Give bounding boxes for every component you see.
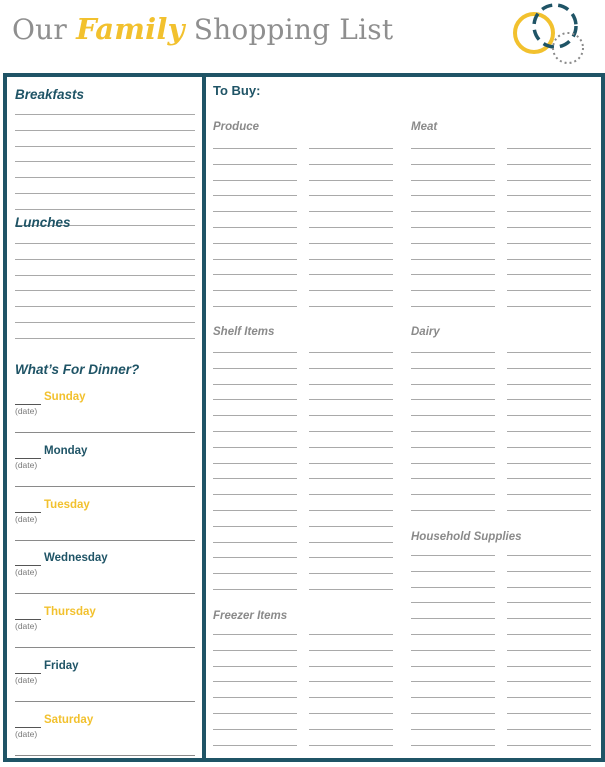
item-writing-line[interactable]	[507, 697, 591, 698]
item-writing-line[interactable]	[507, 510, 591, 511]
dinner-writing-line[interactable]	[15, 486, 195, 487]
shelf-items-heading: Shelf Items	[213, 326, 275, 338]
day-entry	[15, 498, 197, 552]
item-writing-line[interactable]	[507, 681, 591, 682]
item-writing-line[interactable]	[213, 431, 297, 432]
item-writing-line[interactable]	[213, 447, 297, 448]
item-writing-line[interactable]	[309, 526, 393, 527]
item-writing-line[interactable]	[213, 211, 297, 212]
item-writing-line[interactable]	[213, 227, 297, 228]
item-writing-line[interactable]	[507, 211, 591, 212]
item-writing-line[interactable]	[213, 681, 297, 682]
item-writing-line[interactable]	[309, 666, 393, 667]
day-name: Sunday	[44, 391, 86, 403]
item-writing-line[interactable]	[411, 478, 495, 479]
item-writing-line[interactable]	[507, 415, 591, 416]
item-writing-line[interactable]	[411, 729, 495, 730]
lunch-writing-line[interactable]	[15, 306, 195, 307]
item-writing-line[interactable]	[507, 306, 591, 307]
item-writing-line[interactable]	[213, 463, 297, 464]
item-writing-line[interactable]	[507, 618, 591, 619]
item-writing-line[interactable]	[411, 415, 495, 416]
item-writing-line[interactable]	[411, 259, 495, 260]
item-writing-line[interactable]	[411, 211, 495, 212]
overlapping-circles-logo-icon	[510, 2, 590, 68]
item-writing-line[interactable]	[507, 713, 591, 714]
item-writing-line[interactable]	[309, 306, 393, 307]
item-writing-line[interactable]	[213, 729, 297, 730]
item-writing-line[interactable]	[213, 180, 297, 181]
item-writing-line[interactable]	[213, 384, 297, 385]
item-writing-line[interactable]	[213, 352, 297, 353]
day-date-label: (date)	[15, 675, 38, 685]
item-writing-line[interactable]	[309, 557, 393, 558]
item-writing-line[interactable]	[213, 542, 297, 543]
item-writing-line[interactable]	[213, 745, 297, 746]
item-writing-line[interactable]	[309, 573, 393, 574]
item-writing-line[interactable]	[213, 589, 297, 590]
page-title	[12, 12, 393, 46]
item-writing-line[interactable]	[411, 164, 495, 165]
day-date-label: (date)	[15, 459, 38, 470]
item-writing-line[interactable]	[507, 384, 591, 385]
item-writing-line[interactable]	[309, 713, 393, 714]
day-blank-line[interactable]	[15, 404, 41, 405]
dinner-writing-line[interactable]	[15, 432, 195, 433]
item-writing-line[interactable]	[411, 666, 495, 667]
item-writing-line[interactable]	[411, 195, 495, 196]
to-buy-column	[206, 77, 601, 758]
item-writing-line[interactable]	[309, 745, 393, 746]
item-writing-line[interactable]	[213, 290, 297, 291]
item-writing-line[interactable]	[309, 447, 393, 448]
dinner-writing-line[interactable]	[15, 593, 195, 594]
meal-plan-column	[7, 77, 206, 758]
item-writing-line[interactable]	[213, 634, 297, 635]
item-writing-line[interactable]	[213, 557, 297, 558]
item-writing-line[interactable]	[507, 463, 591, 464]
item-writing-line[interactable]	[213, 243, 297, 244]
lunch-writing-line[interactable]	[15, 243, 195, 244]
item-writing-line[interactable]	[309, 510, 393, 511]
item-writing-line[interactable]	[411, 352, 495, 353]
day-name: Tuesday	[44, 498, 90, 511]
day-name: Saturday	[44, 713, 94, 726]
item-writing-line[interactable]	[507, 571, 591, 572]
item-writing-line[interactable]	[213, 478, 297, 479]
item-writing-line[interactable]	[507, 650, 591, 651]
lunch-writing-line[interactable]	[15, 290, 195, 291]
item-writing-line[interactable]	[309, 352, 393, 353]
item-writing-line[interactable]	[309, 650, 393, 651]
freezer-items-heading: Freezer Items	[213, 610, 288, 622]
title-highlight: Family	[76, 12, 185, 46]
item-writing-line[interactable]	[507, 148, 591, 149]
item-writing-line[interactable]	[213, 526, 297, 527]
item-writing-line[interactable]	[213, 510, 297, 511]
item-writing-line[interactable]	[507, 634, 591, 635]
item-writing-line[interactable]	[411, 227, 495, 228]
item-writing-line[interactable]	[213, 713, 297, 714]
item-writing-line[interactable]	[507, 290, 591, 291]
item-writing-line[interactable]	[309, 463, 393, 464]
item-writing-line[interactable]	[507, 352, 591, 353]
item-writing-line[interactable]	[507, 555, 591, 556]
item-writing-line[interactable]	[411, 697, 495, 698]
item-writing-line[interactable]	[309, 494, 393, 495]
day-blank-line[interactable]	[15, 565, 41, 566]
item-writing-line[interactable]	[507, 447, 591, 448]
item-writing-line[interactable]	[411, 602, 495, 603]
item-writing-line[interactable]	[309, 227, 393, 228]
item-writing-line[interactable]	[507, 180, 591, 181]
day-date-label: (date)	[15, 621, 38, 632]
day-entry	[15, 444, 197, 498]
item-writing-line[interactable]	[411, 745, 495, 746]
dinner-heading: What’s For Dinner?	[15, 362, 140, 377]
breakfast-writing-line[interactable]	[15, 193, 195, 194]
item-writing-line[interactable]	[213, 666, 297, 667]
breakfasts-heading: Breakfasts	[15, 87, 85, 102]
item-writing-line[interactable]	[309, 384, 393, 385]
item-writing-line[interactable]	[411, 180, 495, 181]
item-writing-line[interactable]	[411, 618, 495, 619]
item-writing-line[interactable]	[309, 243, 393, 244]
item-writing-line[interactable]	[411, 650, 495, 651]
item-writing-line[interactable]	[309, 634, 393, 635]
item-writing-line[interactable]	[507, 164, 591, 165]
item-writing-line[interactable]	[309, 368, 393, 369]
item-writing-line[interactable]	[411, 274, 495, 275]
day-name: Wednesday	[44, 552, 108, 565]
day-date-label: (date)	[15, 567, 38, 578]
item-writing-line[interactable]	[213, 573, 297, 574]
item-writing-line[interactable]	[309, 195, 393, 196]
item-writing-line[interactable]	[309, 290, 393, 291]
dinner-writing-line[interactable]	[15, 701, 195, 702]
dinner-writing-line[interactable]	[15, 540, 195, 541]
breakfast-writing-line[interactable]	[15, 177, 195, 178]
shopping-list-frame	[3, 73, 605, 762]
item-writing-line[interactable]	[213, 306, 297, 307]
item-writing-line[interactable]	[507, 431, 591, 432]
item-writing-line[interactable]	[309, 259, 393, 260]
item-writing-line[interactable]	[411, 290, 495, 291]
meat-heading: Meat	[411, 121, 438, 133]
day-entry	[15, 605, 197, 659]
item-writing-line[interactable]	[507, 243, 591, 244]
day-date-label: (date)	[15, 513, 38, 524]
item-writing-line[interactable]	[213, 399, 297, 400]
item-writing-line[interactable]	[309, 729, 393, 730]
item-writing-line[interactable]	[213, 697, 297, 698]
item-writing-line[interactable]	[309, 180, 393, 181]
item-writing-line[interactable]	[309, 697, 393, 698]
item-writing-line[interactable]	[309, 274, 393, 275]
day-blank-line[interactable]	[15, 458, 41, 459]
day-entry	[15, 659, 197, 713]
item-writing-line[interactable]	[213, 195, 297, 196]
lunch-writing-line[interactable]	[15, 275, 195, 276]
item-writing-line[interactable]	[411, 399, 495, 400]
lunch-writing-line[interactable]	[15, 259, 195, 260]
item-writing-line[interactable]	[507, 274, 591, 275]
lunch-writing-line[interactable]	[15, 338, 195, 339]
item-writing-line[interactable]	[213, 164, 297, 165]
item-writing-line[interactable]	[411, 571, 495, 572]
item-writing-line[interactable]	[507, 259, 591, 260]
day-name: Monday	[44, 444, 88, 457]
breakfast-writing-line[interactable]	[15, 209, 195, 210]
item-writing-line[interactable]	[309, 415, 393, 416]
item-writing-line[interactable]	[213, 368, 297, 369]
item-writing-line[interactable]	[309, 542, 393, 543]
breakfast-writing-line[interactable]	[15, 161, 195, 162]
item-writing-line[interactable]	[507, 478, 591, 479]
item-writing-line[interactable]	[507, 729, 591, 730]
item-writing-line[interactable]	[309, 589, 393, 590]
item-writing-line[interactable]	[309, 399, 393, 400]
item-writing-line[interactable]	[411, 555, 495, 556]
day-blank-line[interactable]	[15, 512, 41, 513]
item-writing-line[interactable]	[309, 211, 393, 212]
dinner-writing-line[interactable]	[15, 647, 195, 648]
item-writing-line[interactable]	[411, 243, 495, 244]
household-supplies-heading: Household Supplies	[411, 531, 522, 543]
day-name: Friday	[44, 660, 79, 672]
page-header	[0, 0, 605, 72]
breakfast-writing-line[interactable]	[15, 114, 195, 115]
item-writing-line[interactable]	[411, 447, 495, 448]
item-writing-line[interactable]	[309, 478, 393, 479]
item-writing-line[interactable]	[507, 587, 591, 588]
breakfast-writing-line[interactable]	[15, 146, 195, 147]
lunch-writing-line[interactable]	[15, 322, 195, 323]
lunches-heading: Lunches	[15, 215, 71, 230]
item-writing-line[interactable]	[411, 587, 495, 588]
item-writing-line[interactable]	[411, 494, 495, 495]
item-writing-line[interactable]	[411, 148, 495, 149]
item-writing-line[interactable]	[309, 148, 393, 149]
day-blank-line[interactable]	[15, 619, 41, 620]
item-writing-line[interactable]	[213, 148, 297, 149]
item-writing-line[interactable]	[507, 602, 591, 603]
item-writing-line[interactable]	[411, 431, 495, 432]
breakfast-writing-line[interactable]	[15, 130, 195, 131]
day-entry	[15, 713, 197, 767]
item-writing-line[interactable]	[213, 494, 297, 495]
day-date-label: (date)	[15, 406, 38, 416]
title-prefix: Our	[12, 13, 67, 46]
produce-heading: Produce	[213, 121, 260, 133]
item-writing-line[interactable]	[411, 681, 495, 682]
item-writing-line[interactable]	[507, 745, 591, 746]
item-writing-line[interactable]	[213, 650, 297, 651]
day-blank-line[interactable]	[15, 673, 41, 674]
item-writing-line[interactable]	[411, 384, 495, 385]
item-writing-line[interactable]	[411, 368, 495, 369]
item-writing-line[interactable]	[411, 510, 495, 511]
dinner-writing-line[interactable]	[15, 755, 195, 756]
to-buy-heading: To Buy:	[213, 83, 261, 98]
item-writing-line[interactable]	[309, 431, 393, 432]
day-name: Thursday	[44, 606, 96, 619]
item-writing-line[interactable]	[411, 634, 495, 635]
item-writing-line[interactable]	[213, 274, 297, 275]
item-writing-line[interactable]	[411, 306, 495, 307]
item-writing-line[interactable]	[411, 463, 495, 464]
item-writing-line[interactable]	[411, 713, 495, 714]
item-writing-line[interactable]	[213, 259, 297, 260]
day-entry	[15, 551, 197, 605]
title-suffix: Shopping List	[193, 13, 394, 46]
item-writing-line[interactable]	[507, 227, 591, 228]
day-entry	[15, 390, 197, 444]
item-writing-line[interactable]	[507, 368, 591, 369]
item-writing-line[interactable]	[507, 494, 591, 495]
item-writing-line[interactable]	[309, 164, 393, 165]
day-date-label: (date)	[15, 728, 38, 739]
item-writing-line[interactable]	[309, 681, 393, 682]
day-blank-line[interactable]	[15, 727, 41, 728]
item-writing-line[interactable]	[213, 415, 297, 416]
item-writing-line[interactable]	[507, 195, 591, 196]
item-writing-line[interactable]	[507, 399, 591, 400]
item-writing-line[interactable]	[507, 666, 591, 667]
dairy-heading: Dairy	[411, 326, 440, 338]
